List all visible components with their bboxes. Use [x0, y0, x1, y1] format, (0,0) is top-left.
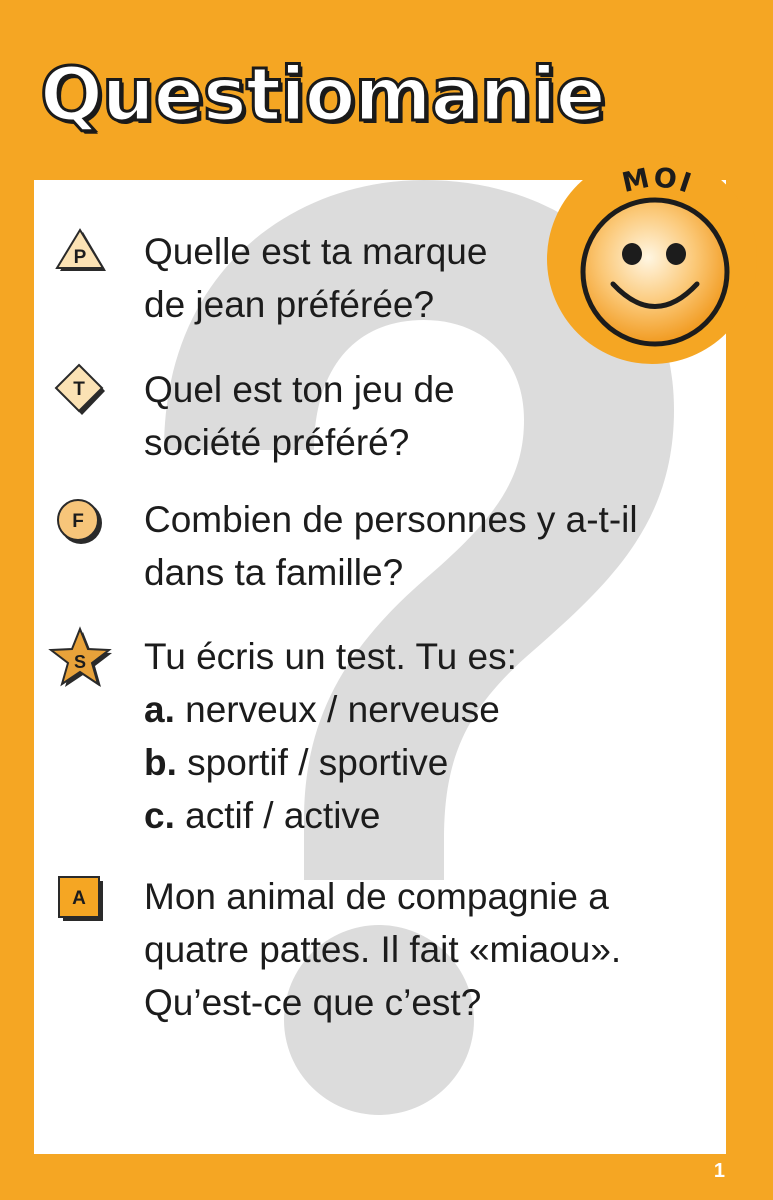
option-letter: a. [144, 689, 175, 730]
question-line: Qu’est-ce que c’est? [144, 982, 482, 1023]
svg-text:MOI: MOI [619, 162, 697, 201]
star-s-icon [48, 626, 114, 690]
page-title: Questiomanie [40, 52, 605, 138]
question-line: société préféré? [144, 422, 410, 463]
page-number: 1 [713, 1160, 725, 1182]
option-text: sportif / sportive [187, 742, 449, 783]
category-letter: A [72, 888, 86, 909]
option-letter: b. [144, 742, 177, 783]
question-line: Quelle est ta marque [144, 231, 488, 272]
category-letter: F [72, 511, 84, 532]
question-text [144, 493, 638, 599]
question-line: Tu écris un test. Tu es: [144, 636, 517, 677]
option-letter: c. [144, 795, 175, 836]
category-letter: S [73, 652, 87, 672]
answer-option [144, 736, 517, 789]
circle-f-icon [53, 495, 109, 551]
diamond-t-icon [53, 362, 109, 418]
category-letter: T [73, 379, 85, 400]
question-line: quatre pattes. Il fait «miaou». [144, 929, 622, 970]
question-text [144, 630, 517, 842]
option-text: actif / active [185, 795, 381, 836]
moi-label [547, 154, 757, 214]
question-line: dans ta famille? [144, 552, 404, 593]
moi-badge [547, 154, 757, 364]
answer-option [144, 683, 517, 736]
option-text: nerveux / nerveuse [185, 689, 500, 730]
triangle-p-icon [53, 228, 109, 274]
question-line: Mon animal de compagnie a [144, 876, 609, 917]
question-line: Combien de personnes y a-t-il [144, 499, 638, 540]
question-text [144, 363, 455, 469]
question-line: Quel est ton jeu de [144, 369, 455, 410]
question-text [144, 225, 487, 331]
question-text [144, 870, 621, 1029]
question-line: de jean préférée? [144, 284, 435, 325]
answer-option [144, 789, 517, 842]
category-letter: P [73, 247, 87, 268]
square-a-icon [53, 872, 109, 928]
